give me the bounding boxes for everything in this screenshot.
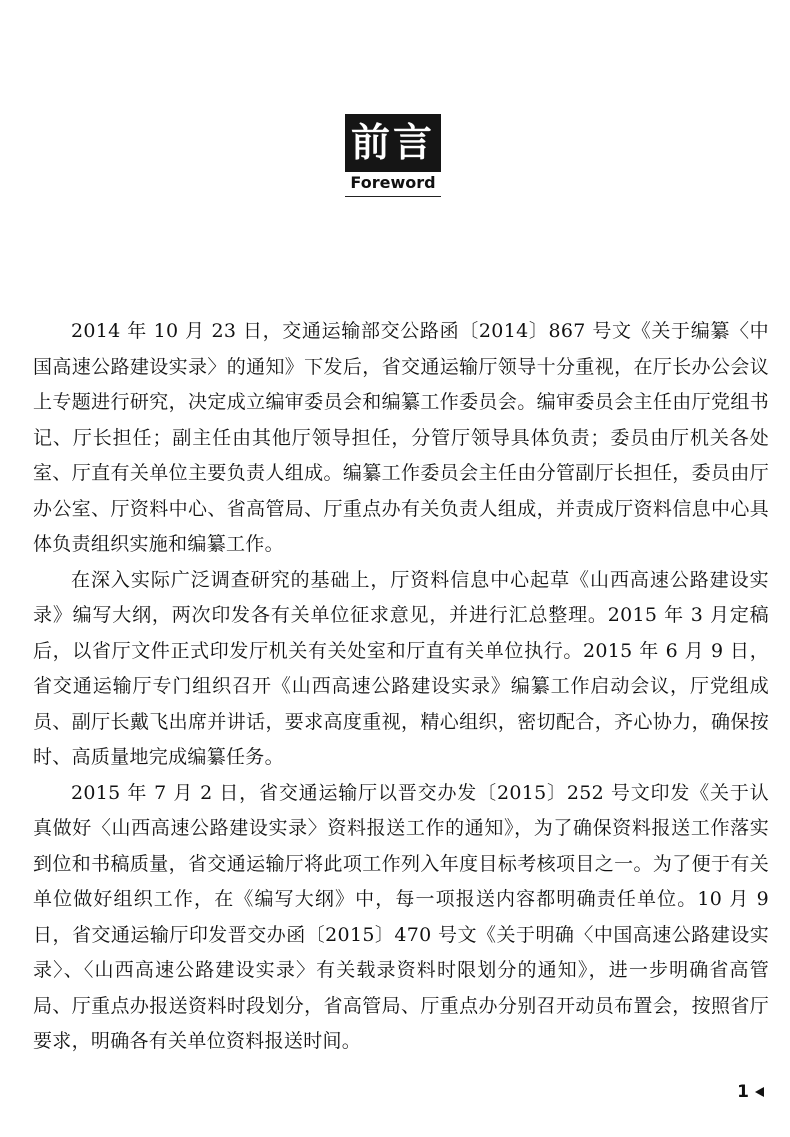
- body-text: [33, 314, 769, 1060]
- page-footer: [737, 1082, 764, 1102]
- paragraph-3: 2015 年 7 月 2 日，省交通运输厅以晋交办发〔2015〕252 号文印发《关于认真做好〈山西高速公路建设实录〉资料报送工作的通知》，为了确保资料报送工作落实到位和书稿质量，省交通运输厅将此项工作列入年度目标考核项目之一。为了便于有关单位做好组织工作，在《编写大纲》中，每一项报送内容都明确责任单位。10 月 9 日，省交通运输厅印发晋交办函〔2015〕470 号文《关于明确〈中国高速公路建设实录〉、〈山西高速公路建设实录〉有关载录资料时限划分的通知》，进一步明确省高管局、厅重点办报送资料时段划分，省高管局、厅重点办分别召开动员布置会，按照省厅要求，明确各有关单位资料报送时间。: [33, 781, 769, 1052]
- paragraph-1: 2014 年 10 月 23 日，交通运输部交公路函〔2014〕867 号文《关于编纂〈中国高速公路建设实录〉的通知》下发后，省交通运输厅领导十分重视，在厅长办公会议上专题进行研究，决定成立编审委员会和编纂工作委员会。编审委员会主任由厅党组书记、厅长担任；副主任由其他厅领导担任，分管厅领导具体负责；委员由厅机关各处室、厅直有关单位主要负责人组成。编纂工作委员会主任由分管副厅长担任，委员由厅办公室、厅资料中心、省高管局、厅重点办有关负责人组成，并责成厅资料信息中心具体负责组织实施和编纂工作。: [33, 320, 769, 555]
- subtitle-underline: [345, 196, 441, 197]
- page-subtitle: Foreword: [350, 173, 436, 192]
- page-number: 1: [737, 1082, 749, 1102]
- title-block: [345, 114, 441, 172]
- paragraph-2: 在深入实际广泛调查研究的基础上，厅资料信息中心起草《山西高速公路建设实录》编写大纲，两次印发各有关单位征求意见，并进行汇总整理。2015 年 3 月定稿后，以省厅文件正式印发厅机关有关处室和厅直有关单位执行。2015 年 6 月 9 日，省交通运输厅专门组织召开《山西高速公路建设实录》编纂工作启动会议，厅党组成员、副厅长戴飞出席并讲话，要求高度重视，精心组织，密切配合，齐心协力，确保按时、高质量地完成编纂任务。: [33, 568, 769, 768]
- page-title: 前言: [350, 120, 435, 166]
- left-triangle-icon: [755, 1087, 764, 1097]
